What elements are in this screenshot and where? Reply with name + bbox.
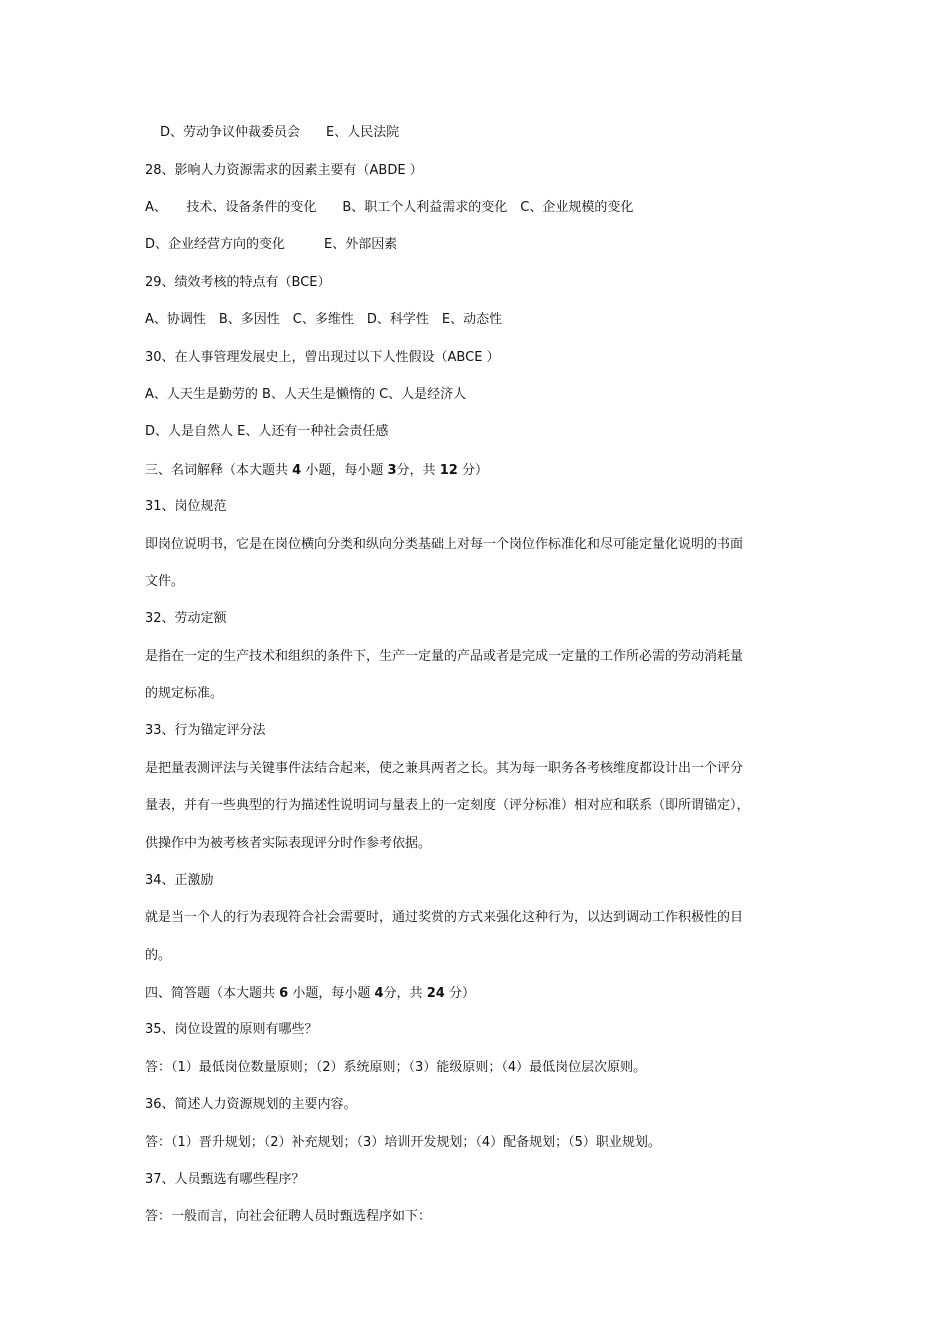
section-total: 24 (426, 986, 445, 1001)
section-heading-text: 小题，每小题 (292, 986, 371, 1001)
option-line: A、协调性 B、多因性 C、多维性 D、科学性 E、动态性 (145, 312, 503, 327)
section-heading-3 (145, 462, 825, 480)
question-37: 37、人员甄选有哪些程序？ (145, 1172, 305, 1187)
question-36: 36、简述人力资源规划的主要内容。 (145, 1097, 357, 1112)
section-count: 4 (292, 463, 302, 478)
section-points-each: 3 (387, 463, 397, 478)
option-line: D、企业经营方向的变化 E、外部因素 (145, 237, 398, 252)
section-heading-text: 三、名词解释（本大题共 (145, 463, 289, 478)
question-29: 29、绩效考核的特点有（BCE） (145, 275, 331, 290)
definition-text: 的。 (145, 948, 172, 963)
section-points-each: 4 (374, 986, 384, 1001)
definition-text: 是把量表测评法与关键事件法结合起来，使之兼具两者之长。其为每一职务各考核维度都设计出一个评分 (145, 761, 744, 776)
section-heading-text: 分，共 (396, 463, 436, 478)
question-30: 30、在人事管理发展史上，曾出现过以下人性假设（ABCE ） (145, 350, 500, 365)
definition-text: 的规定标准。 (145, 686, 224, 701)
option-line: A、 技术、设备条件的变化 B、职工个人利益需求的变化 C、企业规模的变化 (145, 200, 634, 215)
answer-text: 答：一般而言，向社会征聘人员时甄选程序如下： (145, 1209, 432, 1224)
definition-text: 即岗位说明书，它是在岗位横向分类和纵向分类基础上对每一个岗位作标准化和尽可能定量化说明的书面 (145, 537, 744, 552)
option-line: A、人天生是勤劳的 B、人天生是懒惰的 C、人是经济人 (145, 387, 467, 402)
section-heading-text: 四、简答题（本大题共 (145, 986, 276, 1001)
section-heading-text: 分） (461, 463, 488, 478)
definition-text: 量表，并有一些典型的行为描述性说明词与量表上的一定刻度（评分标准）相对应和联系（即所谓锚定）， (145, 798, 750, 813)
term-34: 34、正激励 (145, 873, 214, 888)
section-heading-text: 分） (448, 986, 475, 1001)
section-total: 12 (439, 463, 458, 478)
section-heading-4 (145, 985, 825, 1003)
section-heading-text: 小题，每小题 (305, 463, 384, 478)
term-31: 31、岗位规范 (145, 499, 227, 514)
question-28: 28、影响人力资源需求的因素主要有（ABDE ） (145, 163, 423, 178)
definition-text: 就是当一个人的行为表现符合社会需要时，通过奖赏的方式来强化这种行为，以达到调动工作积极性的目 (145, 910, 744, 925)
option-line: D、劳动争议仲裁委员会 E、人民法院 (160, 125, 400, 140)
section-heading-text: 分，共 (383, 986, 423, 1001)
definition-text: 文件。 (145, 574, 185, 589)
section-count: 6 (279, 986, 289, 1001)
answer-text: 答：（1）晋升规划；（2）补充规划；（3）培训开发规划；（4）配备规划；（5）职业规划。 (145, 1135, 661, 1150)
answer-text: 答：（1）最低岗位数量原则；（2）系统原则；（3）能级原则；（4）最低岗位层次原则。 (145, 1060, 647, 1075)
definition-text: 是指在一定的生产技术和组织的条件下，生产一定量的产品或者是完成一定量的工作所必需的劳动消耗量 (145, 649, 744, 664)
option-line: D、人是自然人 E、人还有一种社会责任感 (145, 424, 389, 439)
term-33: 33、行为锚定评分法 (145, 723, 266, 738)
definition-text: 供操作中为被考核者实际表现评分时作参考依据。 (145, 836, 432, 851)
question-35: 35、岗位设置的原则有哪些？ (145, 1022, 318, 1037)
term-32: 32、劳动定额 (145, 611, 227, 626)
